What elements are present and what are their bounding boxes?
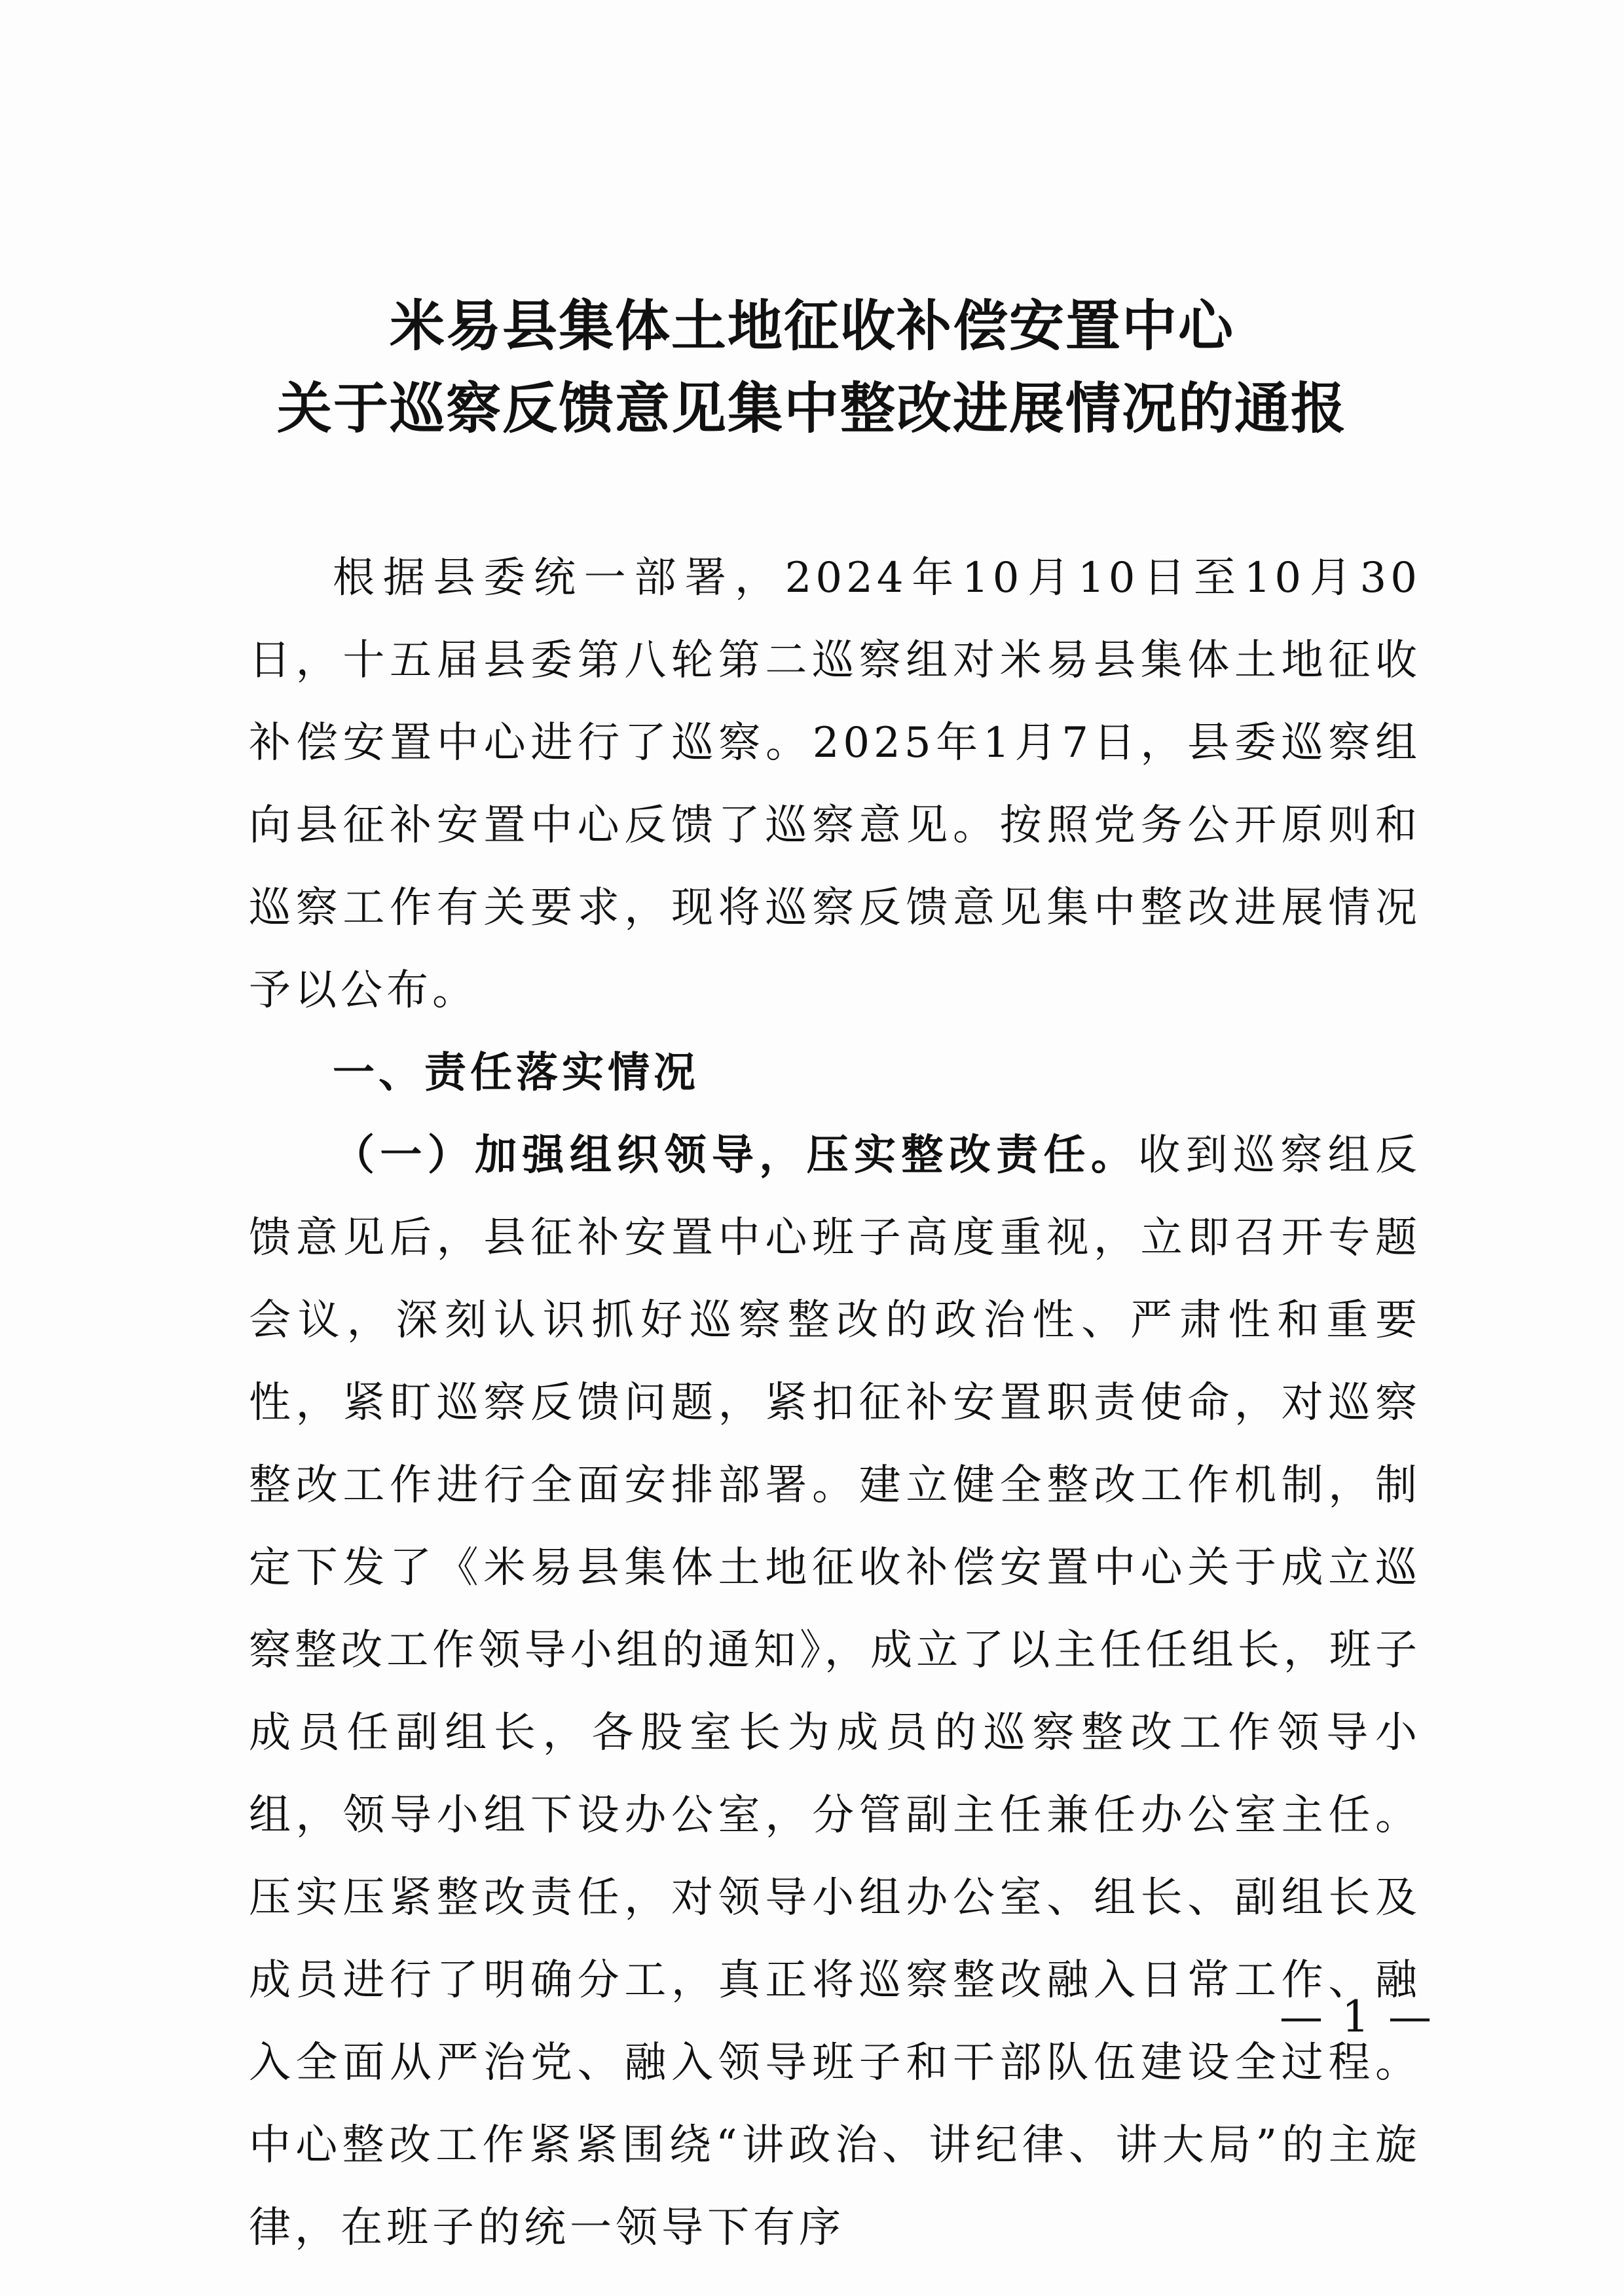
section-item-lead: （一）加强组织领导，压实整改责任。 bbox=[333, 1131, 1139, 1180]
section-item-paragraph bbox=[249, 1114, 1421, 2269]
document-title-line-1: 米易县集体土地征收补偿安置中心 bbox=[389, 294, 1234, 358]
document-body bbox=[249, 537, 1421, 2269]
intro-paragraph: 根据县委统一部署，2024年10月10日至10月30日，十五届县委第八轮第二巡察组对米易县集体土地征收补偿安置中心进行了巡察。2025年1月7日，县委巡察组向县征补安置中心反馈了巡察意见。按照党务公开原则和巡察工作有关要求，现将巡察反馈意见集中整改进展情况予以公布。 bbox=[249, 554, 1421, 1015]
section-heading-responsibility: 一、责任落实情况 bbox=[333, 1049, 699, 1097]
section-item-text: 收到巡察组反馈意见后，县征补安置中心班子高度重视，立即召开专题会议，深刻认识抓好巡察整改的政治性、严肃性和重要性，紧盯巡察反馈问题，紧扣征补安置职责使命，对巡察整改工作进行全面安排部署。建立健全整改工作机制，制定下发了《米易县集体土地征收补偿安置中心关于成立巡察整改工作领导小组的通知》，成立了以主任任组长，班子成员任副组长，各股室长为成员的巡察整改工作领导小组，领导小组下设办公室，分管副主任兼任办公室主任。压实压紧整改责任，对领导小组办公室、组长、副组长及成员进行了明确分工，真正将巡察整改融入日常工作、融入全面从严治党、融入领导班子和干部队伍建设全过程。中心整改工作紧紧围绕“讲政治、讲纪律、讲大局”的主旋律，在班子的统一领导下有序 bbox=[249, 1131, 1422, 2252]
document-title-line-2: 关于巡察反馈意见集中整改进展情况的通报 bbox=[276, 376, 1347, 441]
page-number: — 1 — bbox=[1280, 1992, 1434, 2042]
